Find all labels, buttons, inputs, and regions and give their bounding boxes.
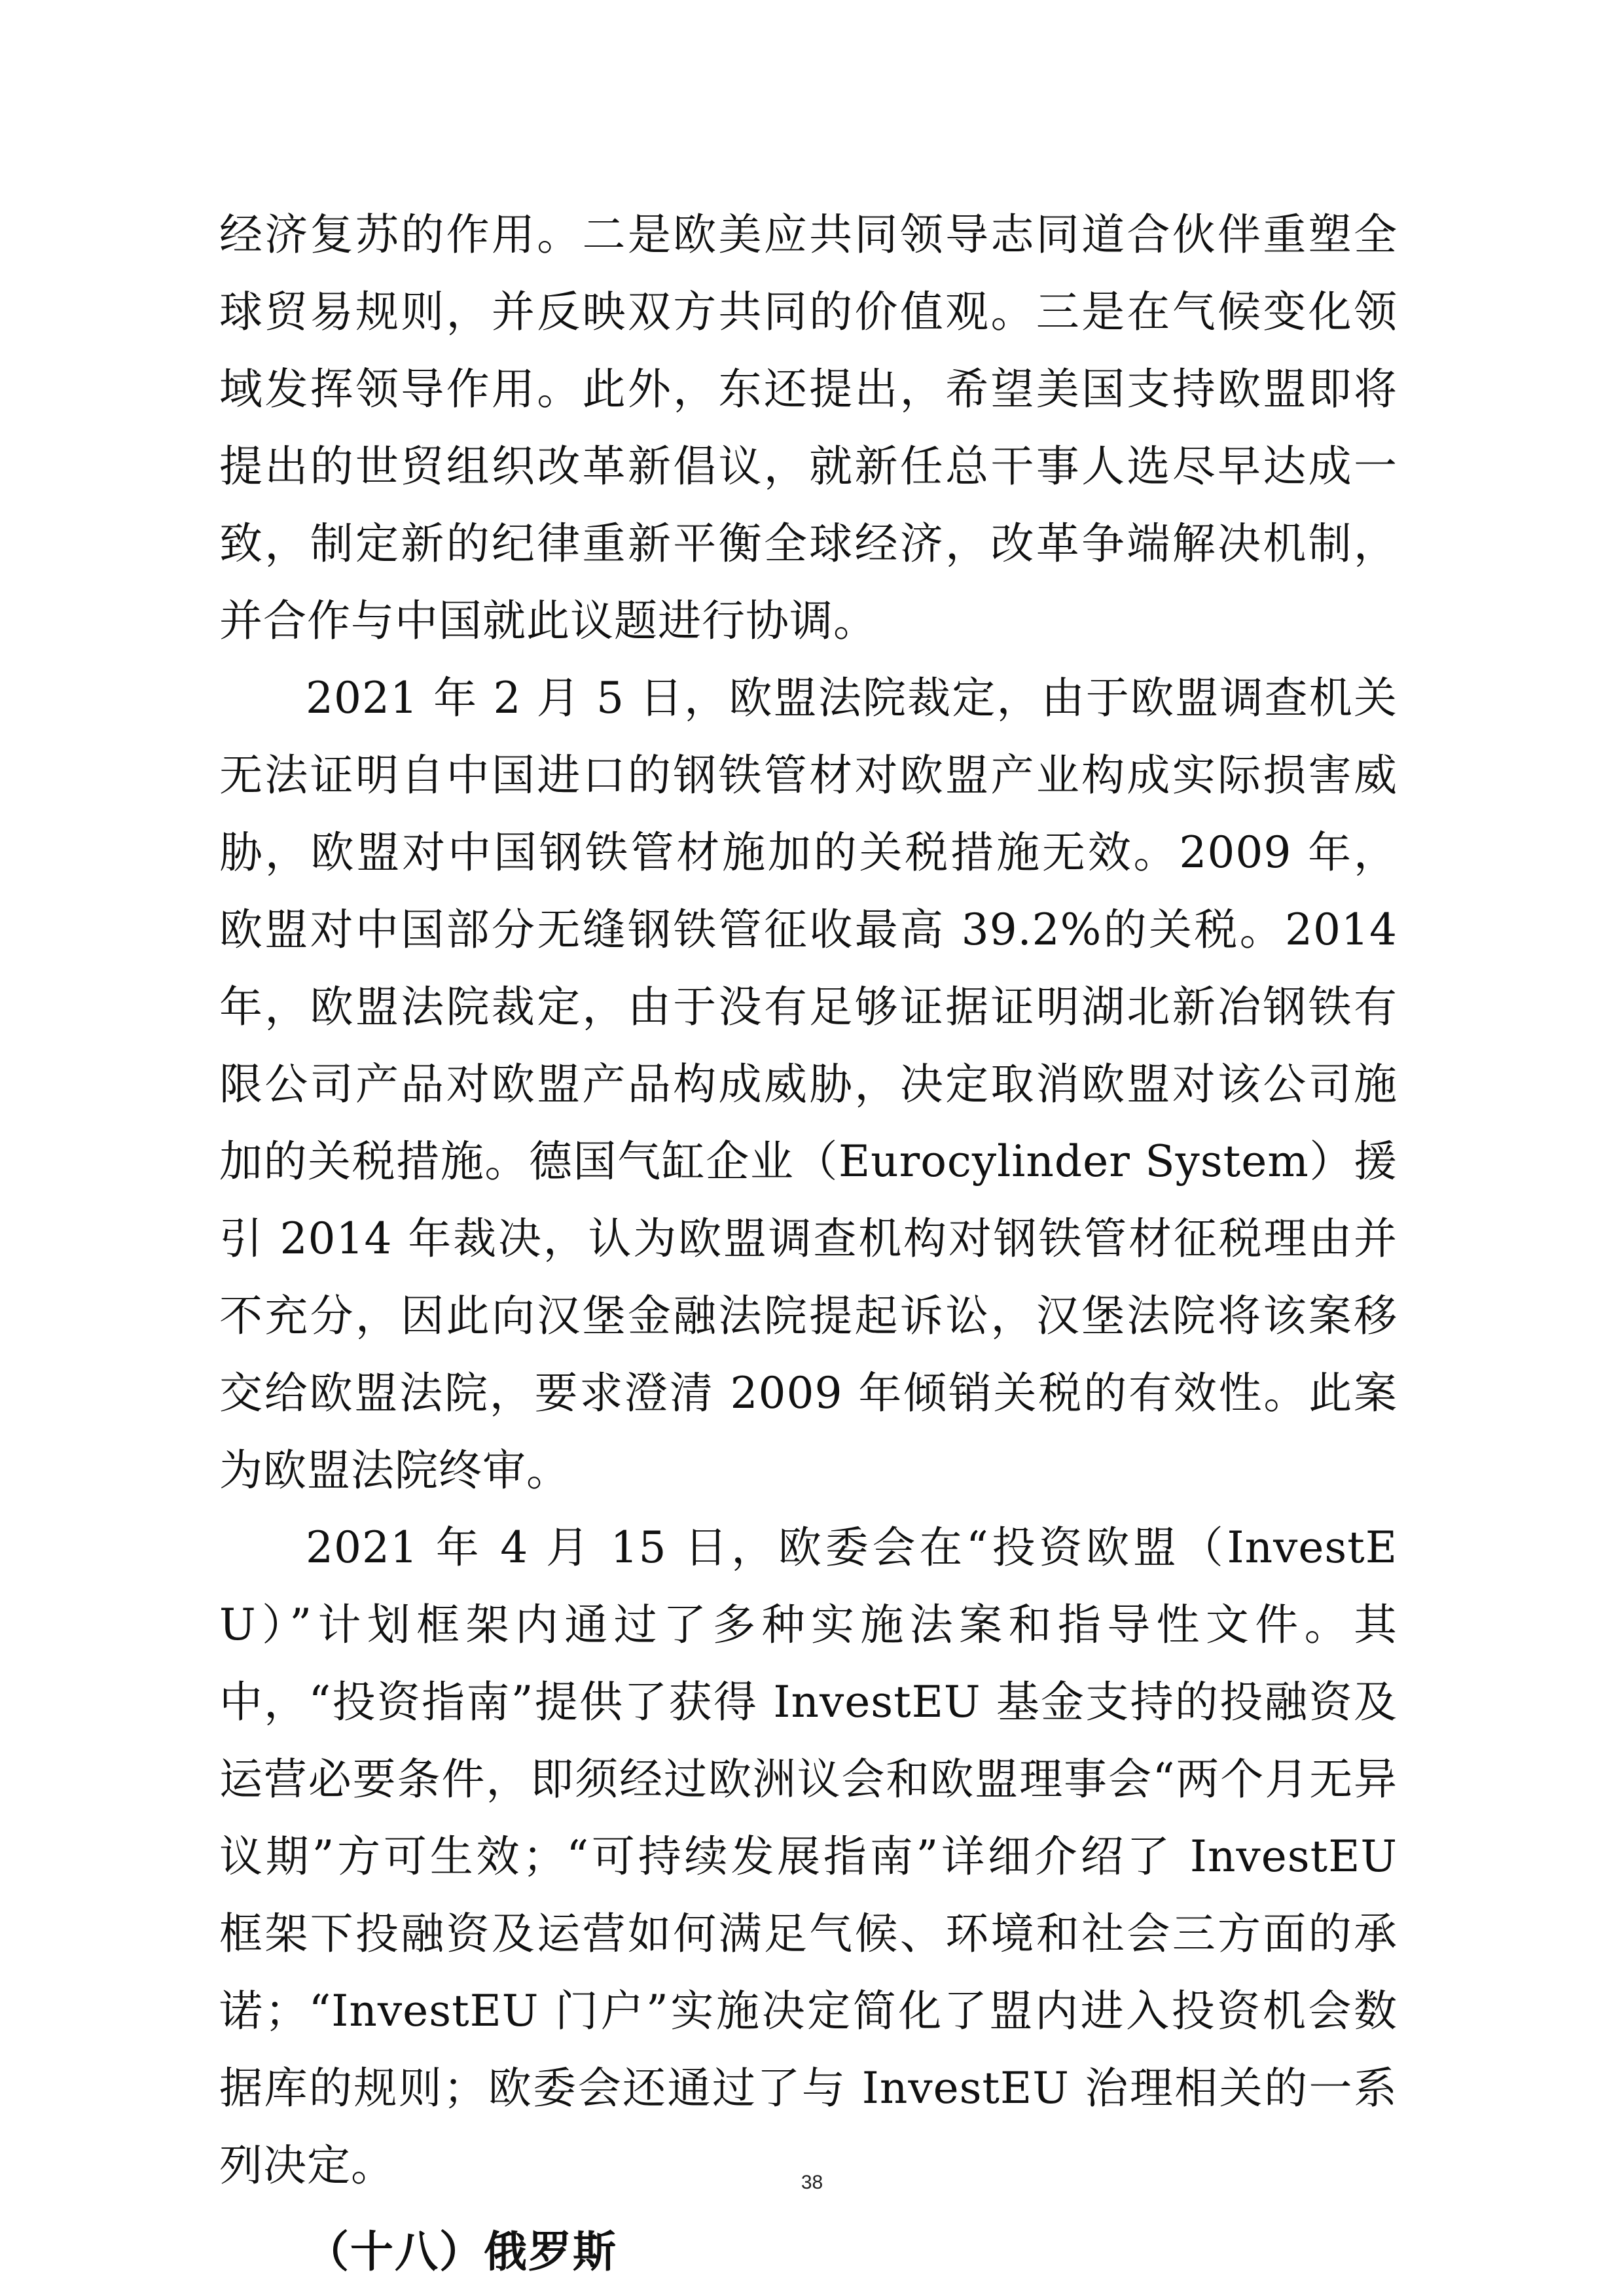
paragraph-eu-us-cooperation: 经济复苏的作用。二是欧美应共同领导志同道合伙伴重塑全球贸易规则，并反映双方共同的价值观。三是在气候变化领域发挥领导作用。此外，东还提出，希望美国支持欧盟即将提出的世贸组织改革新倡议，就新任总干事人选尽早达成一致，制定新的纪律重新平衡全球经济，改革争端解决机制，并合作与中国就此议题进行协调。 [219,209,1398,646]
page-number: 38 [801,2172,823,2193]
document-body [219,196,1398,2291]
paragraph-steel-pipe-ruling: 2021 年 2 月 5 日，欧盟法院裁定，由于欧盟调查机关无法证明自中国进口的钢铁管材对欧盟产业构成实际损害威胁，欧盟对中国钢铁管材施加的关税措施无效。2009 年，欧盟对中国部分无缝钢铁管征收最高 39.2%的关税。2014 年，欧盟法院裁定，由于没有足够证据证明湖北新冶钢铁有限公司产品对欧盟产品构成威胁，决定取消欧盟对该公司施加的关税措施。德国气缸企业（Eurocylinder System）援引 2014 年裁决，认为欧盟调查机构对钢铁管材征税理由并不充分，因此向汉堡金融法院提起诉讼，汉堡法院将该案移交给欧盟法院，要求澄清 2009 年倾销关税的有效性。此案为欧盟法院终审。 [219,673,1398,1496]
paragraph-investeu: 2021 年 4 月 15 日，欧委会在“投资欧盟（InvestEU）”计划框架内通过了多种实施法案和指导性文件。其中，“投资指南”提供了获得 InvestEU 基金支持的投融资及运营必要条件，即须经过欧洲议会和欧盟理事会“两个月无异议期”方可生效；“可持续发展指南”详细介绍了 InvestEU 框架下投融资及运营如何满足气候、环境和社会三方面的承诺；“InvestEU 门户”实施决定简化了盟内进入投资机会数据库的规则；欧委会还通过了与 InvestEU 治理相关的一系列决定。 [219,1522,1398,2191]
section-heading-russia: （十八）俄罗斯 [306,2227,617,2277]
